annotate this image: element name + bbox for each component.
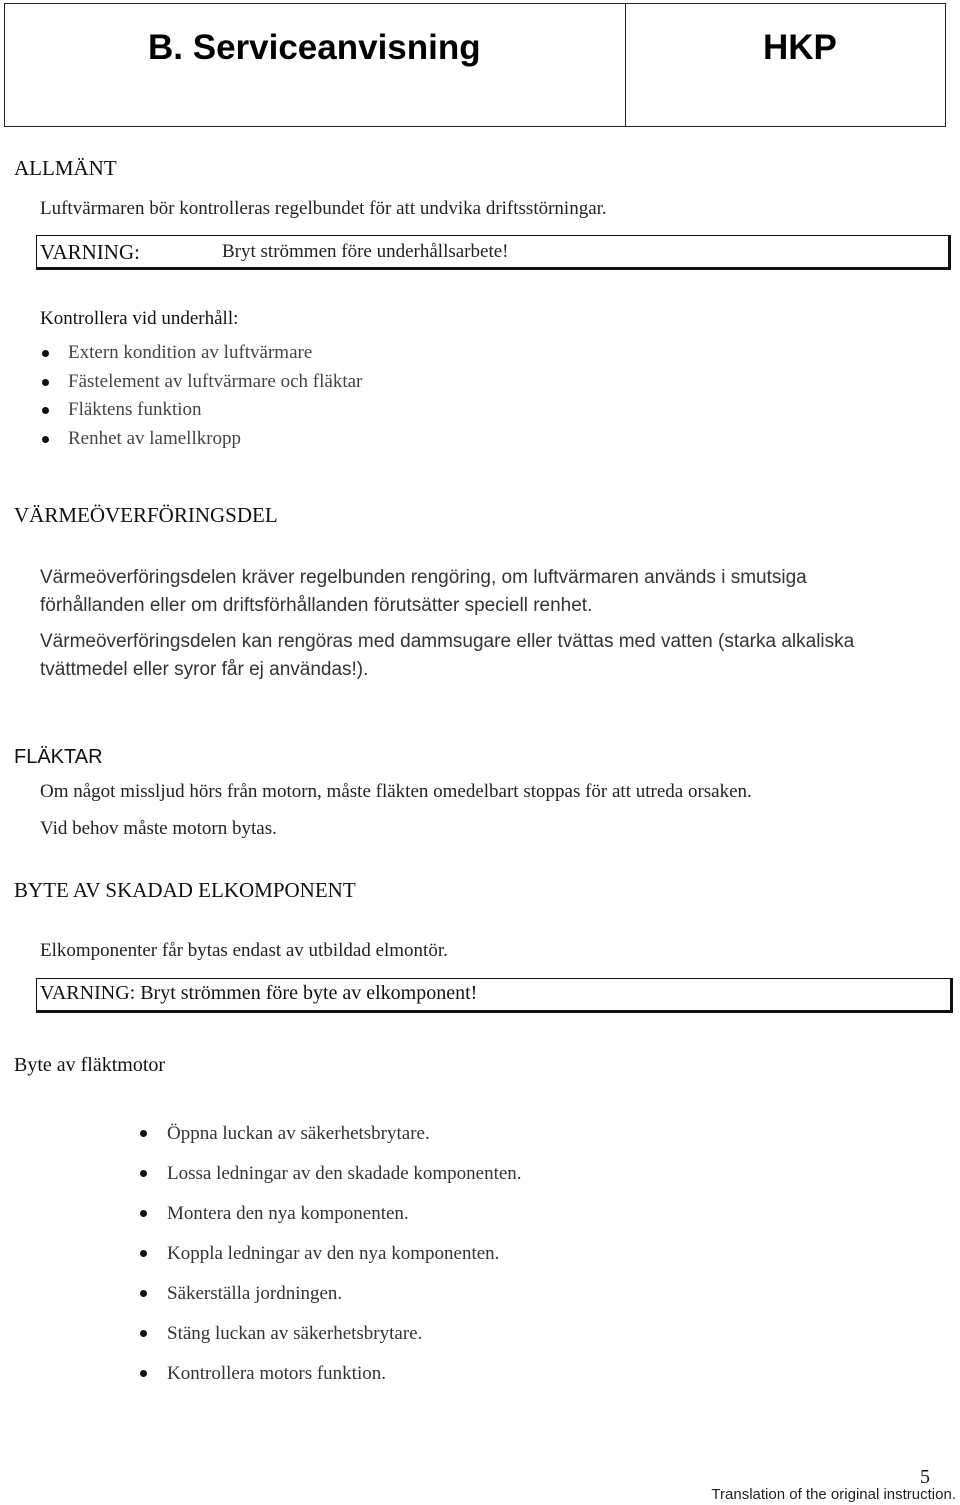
bullet-icon — [140, 1330, 147, 1337]
fan-motor-steps — [139, 1114, 839, 1394]
list-item: Montera den nya komponenten. — [139, 1194, 839, 1234]
fans-text-1: Om något missljud hörs från motorn, måste fläkten omedelbart stoppas för att utreda orsaken. — [40, 781, 752, 802]
bullet-icon — [42, 350, 49, 357]
list-item: Lossa ledningar av den skadade komponenten. — [139, 1154, 839, 1194]
list-item: Öppna luckan av säkerhetsbrytare. — [139, 1114, 839, 1154]
elcomponent-warning — [40, 982, 477, 1005]
section-heading-heat-transfer: VÄRMEÖVERFÖRINGSDEL — [14, 503, 278, 527]
bullet-icon — [140, 1370, 147, 1377]
list-item: Fästelement av luftvärmare och fläktar — [40, 368, 640, 397]
warning-label: VARNING — [40, 982, 130, 1004]
list-item: Koppla ledningar av den nya komponenten. — [139, 1234, 839, 1274]
list-item: Extern kondition av luftvärmare — [40, 339, 640, 368]
bullet-icon — [140, 1170, 147, 1177]
section-heading-fan-motor: Byte av fläktmotor — [14, 1054, 166, 1076]
heat-paragraph-2: Värmeöverföringsdelen kan rengöras med dammsugare eller tvättas med vatten (starka alkaliska tvättmedel eller syror får ej användas!). — [40, 631, 855, 680]
fans-text-2: Vid behov måste motorn bytas. — [40, 818, 277, 839]
section-heading-general: ALLMÄNT — [14, 156, 117, 180]
bullet-icon — [42, 379, 49, 386]
list-item: Renhet av lamellkropp — [40, 425, 640, 454]
list-item: Stäng luckan av säkerhetsbrytare. — [139, 1314, 839, 1354]
checks-list — [40, 339, 640, 454]
bullet-icon — [140, 1210, 147, 1217]
list-item: Kontrollera motors funktion. — [139, 1354, 839, 1394]
page-number: 5 — [920, 1466, 930, 1488]
general-text: Luftvärmaren bör kontrolleras regelbundet för att undvika driftsstörningar. — [40, 198, 607, 219]
checks-heading: Kontrollera vid underhåll: — [40, 308, 239, 329]
warning-text: Bryt strömmen före underhållsarbete! — [222, 241, 509, 262]
section-heading-elcomponent: BYTE AV SKADAD ELKOMPONENT — [14, 878, 356, 902]
heat-paragraph-1: Värmeöverföringsdelen kräver regelbunden rengöring, om luftvärmaren används i smutsiga förhållanden eller om driftsförhållanden förutsätter speciell renhet. — [40, 567, 807, 616]
header-divider — [625, 3, 626, 127]
bullet-icon — [42, 436, 49, 443]
translation-note: Translation of the original instruction. — [711, 1486, 956, 1503]
elcomponent-text: Elkomponenter får bytas endast av utbildad elmontör. — [40, 940, 448, 961]
product-code: HKP — [763, 28, 837, 67]
bullet-icon — [140, 1250, 147, 1257]
bullet-icon — [140, 1290, 147, 1297]
warning-label: VARNING: — [40, 240, 140, 264]
bullet-icon — [42, 407, 49, 414]
list-item: Fläktens funktion — [40, 396, 640, 425]
section-heading-fans: FLÄKTAR — [14, 746, 103, 768]
bullet-icon — [140, 1130, 147, 1137]
list-item: Säkerställa jordningen. — [139, 1274, 839, 1314]
warning-text: : Bryt strömmen före byte av elkomponent! — [129, 982, 478, 1004]
page-title: B. Serviceanvisning — [148, 28, 481, 67]
